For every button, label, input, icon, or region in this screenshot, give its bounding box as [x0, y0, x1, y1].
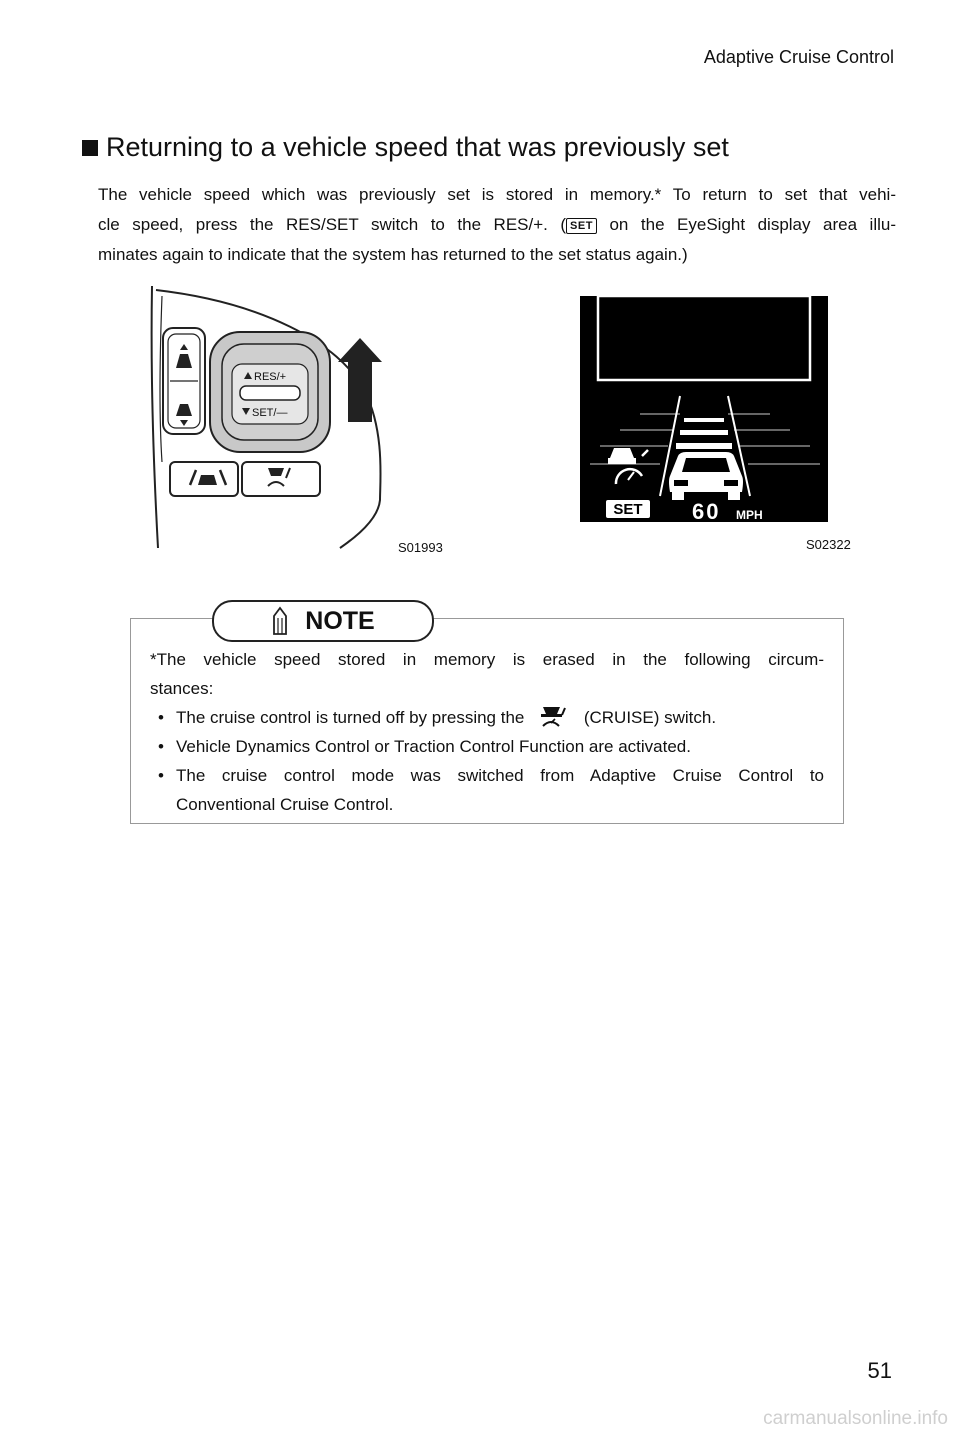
section-title-text: Returning to a vehicle speed that was previously set [106, 132, 729, 162]
speed-unit: MPH [736, 508, 763, 522]
bullet-symbol: • [158, 708, 164, 727]
figure-id-left: S01993 [398, 540, 443, 555]
bullet-text: The cruise control is turned off by pressing the [176, 708, 525, 727]
page-number: 51 [867, 1358, 892, 1383]
note-lead-line: stances: [150, 679, 214, 698]
watermark[interactable]: carmanualsonline.info [763, 1408, 948, 1429]
speed-value: 60 [692, 499, 721, 522]
res-label: RES/+ [254, 371, 287, 383]
body-text-segment: on the EyeSight display area illu- [596, 215, 896, 234]
cruise-button [242, 462, 320, 496]
cruise-switch-icon [533, 705, 571, 727]
pencil-icon [271, 606, 289, 636]
body-line: The vehicle speed which was previously set is stored in memory.* To return to set that vehi- [98, 185, 896, 204]
note-label: NOTE [305, 606, 375, 635]
bullet-text: The cruise control mode was switched from Adaptive Cruise Control to [176, 766, 824, 785]
section-title [82, 132, 729, 163]
bullet-symbol: • [158, 766, 164, 785]
bullet-symbol: • [158, 737, 164, 756]
running-header: Adaptive Cruise Control [703, 47, 894, 67]
note-bullet [150, 761, 824, 819]
bullet-text: (CRUISE) switch. [583, 708, 717, 727]
set-indicator-icon: SET [566, 218, 597, 234]
section-square-icon [82, 140, 98, 156]
bullet-text: Conventional Cruise Control. [176, 795, 394, 814]
figure-id-right: S02322 [806, 537, 851, 552]
up-arrow-icon [338, 338, 382, 422]
figure-steering-switch [140, 282, 390, 554]
set-indicator-text: SET [613, 501, 643, 518]
figure-eyesight-display [580, 296, 828, 522]
body-paragraph [98, 180, 896, 270]
note-content [150, 645, 824, 819]
note-lead-line: *The vehicle speed stored in memory is erased in the following circum- [150, 650, 824, 669]
body-text-segment: cle speed, press the RES/SET switch to the RES/+. ( [98, 215, 567, 234]
body-line [98, 210, 896, 240]
note-bullet [150, 703, 824, 732]
steering-switch-illustration [140, 282, 390, 554]
eyesight-display-illustration [580, 296, 828, 522]
body-line: minates again to indicate that the system has returned to the set status again.) [98, 245, 688, 264]
bullet-text: Vehicle Dynamics Control or Traction Control Function are activated. [176, 737, 691, 756]
set-label: SET/— [252, 407, 288, 419]
note-tab [212, 600, 434, 642]
note-bullet [150, 732, 824, 761]
